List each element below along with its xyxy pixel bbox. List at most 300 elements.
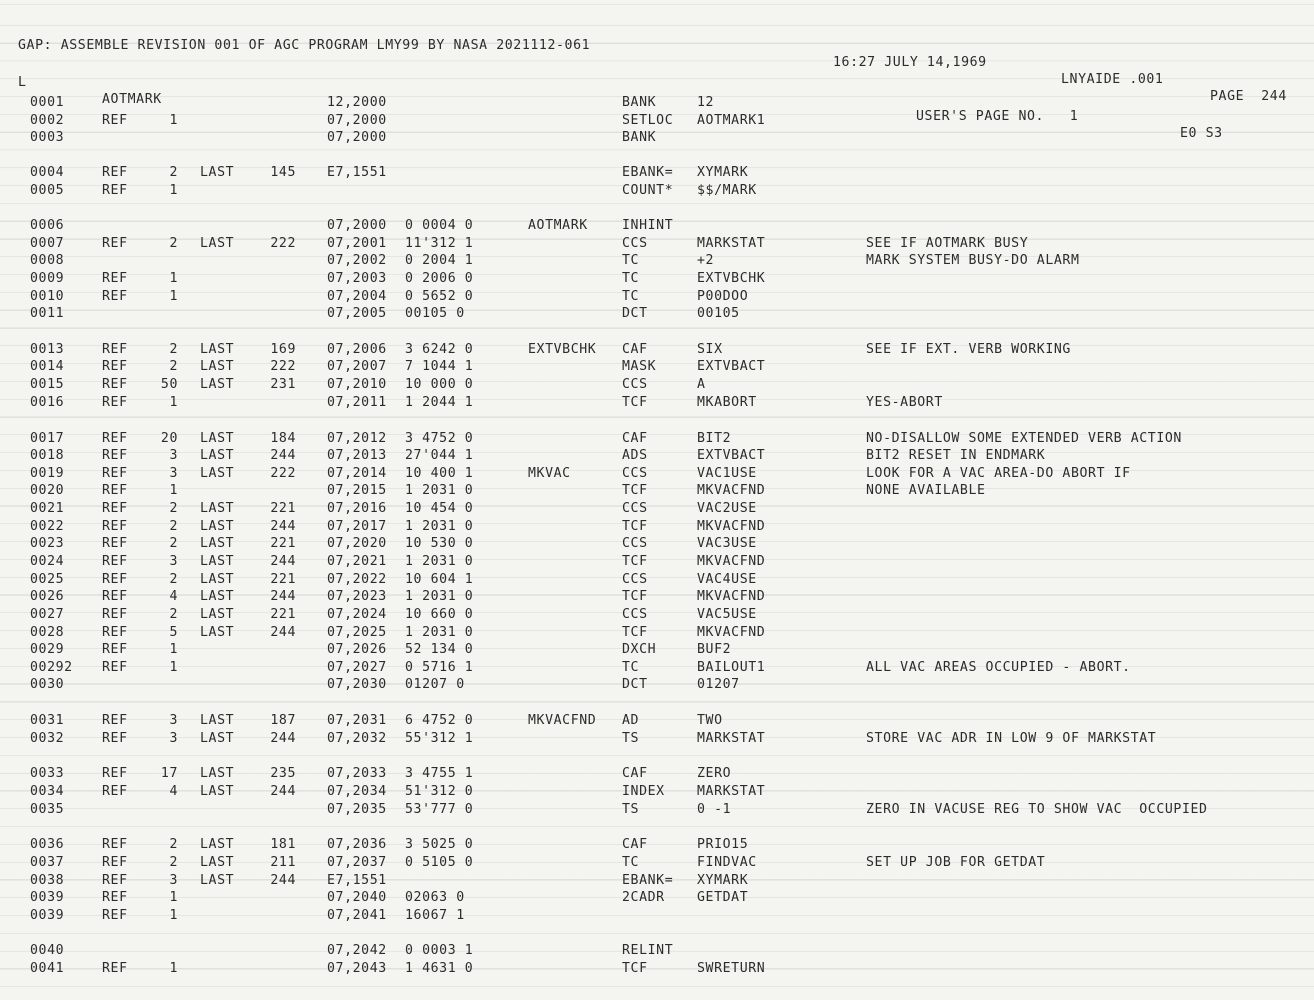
line-number: 0013 [30, 342, 65, 357]
operand: BIT2 [697, 431, 732, 446]
ref-tag: REF [102, 342, 128, 357]
ref-count: 1 [169, 395, 178, 410]
octal-word: 0 2006 0 [405, 271, 474, 286]
ref-tag: REF [102, 395, 128, 410]
octal-word: 01207 0 [405, 677, 465, 692]
ref-tag: REF [102, 713, 128, 728]
ref-count: 50 [160, 377, 178, 392]
ref-tag: REF [102, 377, 128, 392]
operand: VAC5USE [697, 607, 757, 622]
line-number: 0035 [30, 802, 65, 817]
label: AOTMARK [528, 218, 588, 233]
ref-tag: REF [102, 501, 128, 516]
ref-count: 1 [169, 289, 178, 304]
address: 07,2041 [327, 908, 387, 923]
line-number: 0010 [30, 289, 65, 304]
label: MKVACFND [528, 713, 597, 728]
operand: VAC1USE [697, 466, 757, 481]
opcode: CAF [622, 766, 648, 781]
address: 07,2014 [327, 466, 387, 481]
last-tag: LAST [200, 837, 235, 852]
line-number: 0034 [30, 784, 65, 799]
listing-row [0, 783, 1300, 800]
octal-word: 1 2031 0 [405, 483, 474, 498]
listing-row [0, 358, 1300, 375]
ref-tag: REF [102, 589, 128, 604]
listing-row [0, 465, 1300, 482]
octal-word: 10 454 0 [405, 501, 474, 516]
ref-tag: REF [102, 536, 128, 551]
opcode: CCS [622, 466, 648, 481]
last-line: 244 [270, 873, 296, 888]
listing-row [0, 305, 1300, 322]
listing-row [0, 270, 1300, 287]
comment: ALL VAC AREAS OCCUPIED - ABORT. [866, 660, 1131, 675]
operand: MKVACFND [697, 483, 766, 498]
subheader-col: L [18, 75, 27, 90]
octal-word: 55'312 1 [405, 731, 474, 746]
listing-row [0, 712, 1300, 729]
operand: MKVACFND [697, 519, 766, 534]
last-line: 221 [270, 501, 296, 516]
ref-tag: REF [102, 572, 128, 587]
comment: STORE VAC ADR IN LOW 9 OF MARKSTAT [866, 731, 1157, 746]
listing-row [0, 730, 1300, 747]
address: 07,2035 [327, 802, 387, 817]
operand: EXTVBACT [697, 359, 766, 374]
listing-row [0, 907, 1300, 924]
ref-tag: REF [102, 289, 128, 304]
opcode: RELINT [622, 943, 674, 958]
address: 07,2024 [327, 607, 387, 622]
ref-count: 1 [169, 961, 178, 976]
last-tag: LAST [200, 625, 235, 640]
line-number: 0020 [30, 483, 65, 498]
opcode: BANK [622, 95, 657, 110]
last-line: 211 [270, 855, 296, 870]
opcode: CAF [622, 342, 648, 357]
operand: 0 -1 [697, 802, 732, 817]
listing-row [0, 182, 1300, 199]
listing-row [0, 217, 1300, 234]
subheader-routine: AOTMARK [102, 92, 162, 107]
line-number: 0011 [30, 306, 65, 321]
ref-tag: REF [102, 519, 128, 534]
line-number: 0006 [30, 218, 65, 233]
last-tag: LAST [200, 236, 235, 251]
last-line: 244 [270, 731, 296, 746]
line-number: 0001 [30, 95, 65, 110]
octal-word: 1 4631 0 [405, 961, 474, 976]
listing-row [0, 676, 1300, 693]
address: 07,2037 [327, 855, 387, 870]
operand: EXTVBACT [697, 448, 766, 463]
ref-count: 4 [169, 784, 178, 799]
octal-word: 02063 0 [405, 890, 465, 905]
subheader-users-page: USER'S PAGE NO. 1 [916, 109, 1079, 124]
last-line: 222 [270, 359, 296, 374]
operand: +2 [697, 253, 715, 268]
line-number: 00292 [30, 660, 73, 675]
line-number: 0028 [30, 625, 65, 640]
listing-row [0, 535, 1300, 552]
listing-row [0, 606, 1300, 623]
operand: 00105 [697, 306, 740, 321]
header-title: GAP: ASSEMBLE REVISION 001 OF AGC PROGRAM LMY99 BY NASA 2021112-061 [18, 38, 591, 53]
line-number: 0009 [30, 271, 65, 286]
opcode: TCF [622, 554, 648, 569]
last-line: 184 [270, 431, 296, 446]
last-tag: LAST [200, 466, 235, 481]
address: E7,1551 [327, 873, 387, 888]
line-number: 0040 [30, 943, 65, 958]
address: E7,1551 [327, 165, 387, 180]
ref-count: 1 [169, 113, 178, 128]
ref-count: 3 [169, 731, 178, 746]
header-timestamp: 16:27 JULY 14,1969 [833, 55, 987, 70]
last-line: 244 [270, 625, 296, 640]
last-tag: LAST [200, 713, 235, 728]
opcode: CAF [622, 837, 648, 852]
line-number: 0029 [30, 642, 65, 657]
ref-count: 2 [169, 837, 178, 852]
listing-row [0, 500, 1300, 517]
listing-row [0, 518, 1300, 535]
opcode: BANK [622, 130, 657, 145]
ref-count: 3 [169, 713, 178, 728]
ref-count: 3 [169, 448, 178, 463]
operand: 12 [697, 95, 715, 110]
line-number: 0036 [30, 837, 65, 852]
ref-count: 2 [169, 236, 178, 251]
address: 07,2013 [327, 448, 387, 463]
octal-word: 0 5105 0 [405, 855, 474, 870]
last-line: 244 [270, 784, 296, 799]
operand: 01207 [697, 677, 740, 692]
comment: NONE AVAILABLE [866, 483, 986, 498]
last-tag: LAST [200, 431, 235, 446]
ref-tag: REF [102, 165, 128, 180]
comment: MARK SYSTEM BUSY-DO ALARM [866, 253, 1080, 268]
opcode: TS [622, 731, 640, 746]
comment: SEE IF EXT. VERB WORKING [866, 342, 1071, 357]
opcode: CCS [622, 572, 648, 587]
octal-word: 10 660 0 [405, 607, 474, 622]
last-line: 231 [270, 377, 296, 392]
operand: ZERO [697, 766, 732, 781]
listing-row [0, 341, 1300, 358]
address: 07,2004 [327, 289, 387, 304]
ref-count: 5 [169, 625, 178, 640]
address: 07,2000 [327, 113, 387, 128]
line-number: 0021 [30, 501, 65, 516]
address: 07,2040 [327, 890, 387, 905]
operand: PRIO15 [697, 837, 749, 852]
address: 07,2005 [327, 306, 387, 321]
ref-count: 1 [169, 483, 178, 498]
ref-tag: REF [102, 466, 128, 481]
last-tag: LAST [200, 377, 235, 392]
address: 07,2031 [327, 713, 387, 728]
ref-tag: REF [102, 448, 128, 463]
operand: $$/MARK [697, 183, 757, 198]
octal-word: 1 2031 0 [405, 554, 474, 569]
opcode: TC [622, 253, 640, 268]
opcode: CCS [622, 377, 648, 392]
ref-tag: REF [102, 731, 128, 746]
line-number: 0038 [30, 873, 65, 888]
octal-word: 10 400 1 [405, 466, 474, 481]
operand: BUF2 [697, 642, 732, 657]
opcode: SETLOC [622, 113, 674, 128]
line-number: 0023 [30, 536, 65, 551]
octal-word: 3 6242 0 [405, 342, 474, 357]
opcode: CCS [622, 536, 648, 551]
operand: A [697, 377, 706, 392]
last-tag: LAST [200, 501, 235, 516]
line-number: 0007 [30, 236, 65, 251]
ref-tag: REF [102, 642, 128, 657]
comment: LOOK FOR A VAC AREA-DO ABORT IF [866, 466, 1131, 481]
operand: P00DOO [697, 289, 749, 304]
ref-tag: REF [102, 183, 128, 198]
opcode: 2CADR [622, 890, 665, 905]
ref-count: 2 [169, 519, 178, 534]
opcode: TC [622, 271, 640, 286]
line-number: 0002 [30, 113, 65, 128]
listing-row [0, 447, 1300, 464]
operand: MARKSTAT [697, 784, 766, 799]
ref-count: 1 [169, 642, 178, 657]
operand: MKVACFND [697, 589, 766, 604]
operand: MKVACFND [697, 625, 766, 640]
operand: XYMARK [697, 165, 749, 180]
line-number: 0031 [30, 713, 65, 728]
opcode: TC [622, 855, 640, 870]
address: 07,2032 [327, 731, 387, 746]
ref-count: 3 [169, 466, 178, 481]
ref-tag: REF [102, 873, 128, 888]
ref-tag: REF [102, 236, 128, 251]
operand: AOTMARK1 [697, 113, 766, 128]
operand: VAC3USE [697, 536, 757, 551]
comment: SET UP JOB FOR GETDAT [866, 855, 1046, 870]
listing-row [0, 430, 1300, 447]
octal-word: 7 1044 1 [405, 359, 474, 374]
line-number: 0039 [30, 908, 65, 923]
octal-word: 0 5652 0 [405, 289, 474, 304]
last-line: 222 [270, 466, 296, 481]
ref-count: 2 [169, 607, 178, 622]
last-tag: LAST [200, 519, 235, 534]
last-tag: LAST [200, 873, 235, 888]
last-tag: LAST [200, 766, 235, 781]
octal-word: 0 2004 1 [405, 253, 474, 268]
address: 07,2016 [327, 501, 387, 516]
ref-count: 2 [169, 342, 178, 357]
opcode: CAF [622, 431, 648, 446]
header-page: PAGE 244 [1210, 89, 1287, 104]
ref-count: 1 [169, 660, 178, 675]
address: 07,2026 [327, 642, 387, 657]
octal-word: 10 530 0 [405, 536, 474, 551]
ref-count: 1 [169, 908, 178, 923]
listing-row [0, 588, 1300, 605]
last-tag: LAST [200, 731, 235, 746]
address: 07,2023 [327, 589, 387, 604]
octal-word: 27'044 1 [405, 448, 474, 463]
operand: XYMARK [697, 873, 749, 888]
listing-row [0, 872, 1300, 889]
line-number: 0039 [30, 890, 65, 905]
operand: MKVACFND [697, 554, 766, 569]
address: 07,2017 [327, 519, 387, 534]
ref-count: 17 [160, 766, 178, 781]
last-line: 244 [270, 519, 296, 534]
octal-word: 00105 0 [405, 306, 465, 321]
address: 07,2006 [327, 342, 387, 357]
ref-count: 3 [169, 554, 178, 569]
address: 07,2030 [327, 677, 387, 692]
octal-word: 1 2031 0 [405, 625, 474, 640]
ref-tag: REF [102, 271, 128, 286]
ref-count: 2 [169, 359, 178, 374]
subheader-code: E0 S3 [1180, 126, 1223, 141]
ref-tag: REF [102, 855, 128, 870]
opcode: TC [622, 660, 640, 675]
line-number: 0041 [30, 961, 65, 976]
ref-tag: REF [102, 660, 128, 675]
opcode: AD [622, 713, 640, 728]
operand: MKABORT [697, 395, 757, 410]
ref-tag: REF [102, 554, 128, 569]
listing-row [0, 765, 1300, 782]
octal-word: 3 5025 0 [405, 837, 474, 852]
address: 07,2034 [327, 784, 387, 799]
line-number: 0037 [30, 855, 65, 870]
ref-count: 20 [160, 431, 178, 446]
octal-word: 52 134 0 [405, 642, 474, 657]
last-line: 169 [270, 342, 296, 357]
opcode: EBANK= [622, 165, 674, 180]
octal-word: 0 0003 1 [405, 943, 474, 958]
address: 07,2043 [327, 961, 387, 976]
address: 07,2000 [327, 130, 387, 145]
label: EXTVBCHK [528, 342, 597, 357]
header-program: LNYAIDE .001 [1061, 72, 1164, 87]
ref-tag: REF [102, 890, 128, 905]
ref-tag: REF [102, 961, 128, 976]
last-tag: LAST [200, 855, 235, 870]
listing-row [0, 571, 1300, 588]
last-line: 187 [270, 713, 296, 728]
operand: VAC4USE [697, 572, 757, 587]
line-number: 0025 [30, 572, 65, 587]
comment: BIT2 RESET IN ENDMARK [866, 448, 1046, 463]
listing-row [0, 659, 1300, 676]
opcode: INDEX [622, 784, 665, 799]
last-tag: LAST [200, 554, 235, 569]
octal-word: 0 5716 1 [405, 660, 474, 675]
opcode: TCF [622, 589, 648, 604]
opcode: TCF [622, 625, 648, 640]
opcode: CCS [622, 236, 648, 251]
ref-count: 3 [169, 873, 178, 888]
opcode: TCF [622, 483, 648, 498]
ref-tag: REF [102, 784, 128, 799]
address: 07,2042 [327, 943, 387, 958]
opcode: EBANK= [622, 873, 674, 888]
address: 07,2000 [327, 218, 387, 233]
octal-word: 3 4755 1 [405, 766, 474, 781]
address: 07,2010 [327, 377, 387, 392]
operand: FINDVAC [697, 855, 757, 870]
opcode: CCS [622, 607, 648, 622]
listing-row [0, 889, 1300, 906]
last-line: 222 [270, 236, 296, 251]
operand: MARKSTAT [697, 236, 766, 251]
last-line: 221 [270, 572, 296, 587]
last-line: 221 [270, 607, 296, 622]
address: 07,2001 [327, 236, 387, 251]
operand: SWRETURN [697, 961, 766, 976]
opcode: TCF [622, 961, 648, 976]
address: 07,2015 [327, 483, 387, 498]
last-line: 181 [270, 837, 296, 852]
line-number: 0014 [30, 359, 65, 374]
line-number: 0033 [30, 766, 65, 781]
last-tag: LAST [200, 359, 235, 374]
octal-word: 6 4752 0 [405, 713, 474, 728]
listing-row [0, 112, 1300, 129]
ref-count: 2 [169, 855, 178, 870]
octal-word: 11'312 1 [405, 236, 474, 251]
listing-row [0, 482, 1300, 499]
line-number: 0003 [30, 130, 65, 145]
listing-row [0, 288, 1300, 305]
listing-row [0, 394, 1300, 411]
last-line: 235 [270, 766, 296, 781]
ref-tag: REF [102, 483, 128, 498]
opcode: TCF [622, 519, 648, 534]
address: 07,2033 [327, 766, 387, 781]
operand: TWO [697, 713, 723, 728]
last-tag: LAST [200, 342, 235, 357]
ref-tag: REF [102, 625, 128, 640]
listing-row [0, 624, 1300, 641]
line-number: 0005 [30, 183, 65, 198]
ref-tag: REF [102, 908, 128, 923]
listing-row [0, 641, 1300, 658]
label: MKVAC [528, 466, 571, 481]
last-line: 221 [270, 536, 296, 551]
ref-tag: REF [102, 359, 128, 374]
last-line: 244 [270, 448, 296, 463]
address: 07,2002 [327, 253, 387, 268]
ref-tag: REF [102, 837, 128, 852]
opcode: DXCH [622, 642, 657, 657]
address: 07,2007 [327, 359, 387, 374]
line-number: 0026 [30, 589, 65, 604]
listing-row [0, 235, 1300, 252]
opcode: INHINT [622, 218, 674, 233]
octal-word: 10 604 1 [405, 572, 474, 587]
opcode: CCS [622, 501, 648, 516]
listing-row [0, 836, 1300, 853]
comment: NO-DISALLOW SOME EXTENDED VERB ACTION [866, 431, 1182, 446]
comment: YES-ABORT [866, 395, 943, 410]
octal-word: 53'777 0 [405, 802, 474, 817]
